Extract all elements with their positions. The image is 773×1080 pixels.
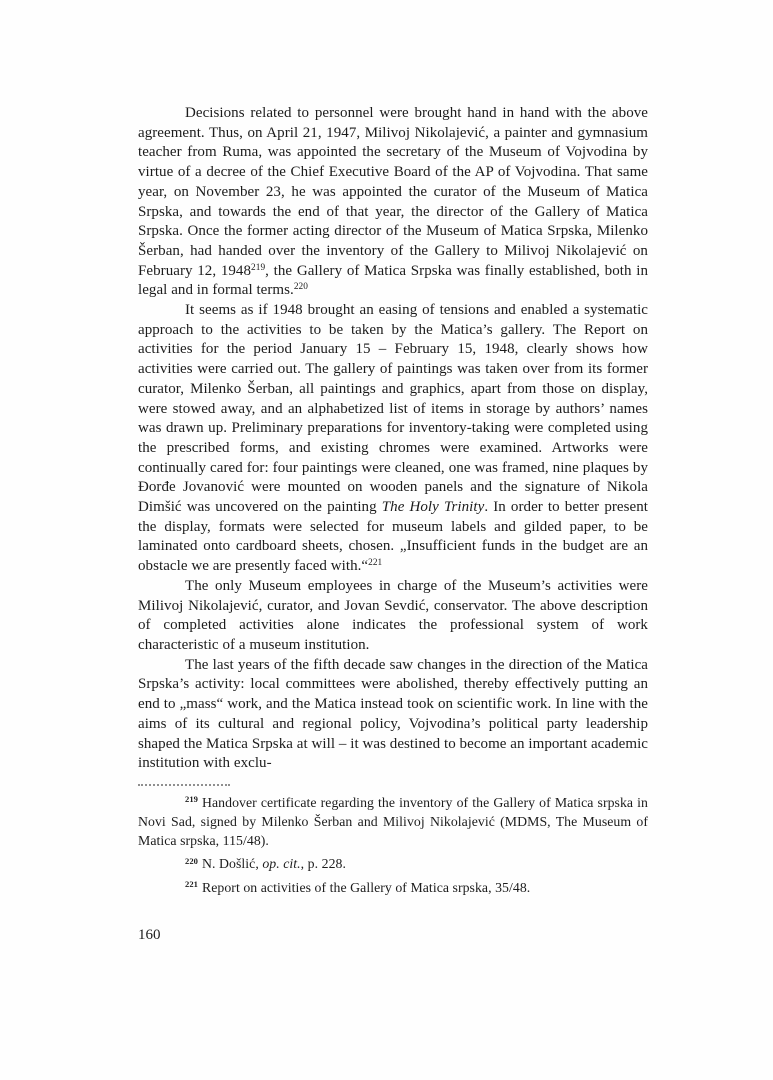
footnote-reference: 220 — [293, 282, 308, 293]
body-paragraph — [138, 301, 648, 577]
footnote-reference: 219 — [251, 262, 266, 273]
text-segment: It seems as if 1948 brought an easing of tensions and enabled a systematic approach to the activities to be taken by the Matica’s gallery. The Report on activities for the period January 15 – February 15, 1948, clearly shows how activities were carried out. The gallery of paintings was taken over from its former curator, Milenko Šerban, all paintings and graphics, apart from those on display, were stowed away, and an alphabetized list of items in storage by authors’ names was drawn up. Preliminary preparations for inventory-taking were completed using the prescribed forms, and existing chromes were examined. Artworks were continually cared for: four paintings were cleaned, one was framed, nine plaques by Đorđe Jovanović were mounted on wooden panels and the signature of Nikola Dimšić was uncovered on the painting — [138, 302, 648, 516]
text-segment: , the Gallery of Matica Srpska was finally established, both in legal and in formal terms. — [138, 262, 648, 299]
text-segment: Handover certificate regarding the inventory of the Gallery of Matica srpska in Novi Sad, signed by Milenko Šerban and Milivoj Nikolajević (MDMS, The Museum of Matica srpska, 115/48). — [138, 794, 648, 848]
text-block — [138, 104, 648, 901]
footnote-marker: 221 — [185, 879, 198, 890]
text-segment: Decisions related to personnel were brought hand in hand with the above agreement. Thus, on April 21, 1947, Milivoj Nikolajević, a painter and gymnasium teacher from Ruma, was appointed the secretary of the Museum of Vojvodina by virtue of a decree of the Chief Executive Board of the AP of Vojvodina. That same year, on November 23, he was appointed the curator of the Museum of Matica Srpska, and towards the end of that year, the director of the Gallery of Matica Srpska. Once the former acting director of the Museum of Matica Srpska, Milenko Šerban, had handed over the inventory of the Gallery to Milivoj Nikolajević on February 12, 1948 — [138, 105, 648, 279]
page-number: 160 — [138, 927, 161, 943]
text-segment: op. cit. — [262, 856, 301, 872]
footnote-reference: 221 — [368, 558, 383, 569]
body-paragraph — [138, 577, 648, 656]
body-paragraph — [138, 656, 648, 774]
footnote-marker: 220 — [185, 855, 198, 866]
text-segment: . In order to better present the display, formats were selected for museum labels and gilded paper, to be laminated onto cardboard sheets, chosen. „Insufficient funds in the budget are an obstacle we are presently faced with.“ — [138, 499, 648, 575]
footnote — [138, 854, 648, 873]
text-segment: The last years of the fifth decade saw changes in the direction of the Matica Srpska’s activity: local committees were abolished, thereby effectively putting an end to „mass“ work, and the Matica instead took on scientific work. In line with the aims of its cultural and regional policy, Vojvodina’s political party leadership shaped the Matica Srpska at will – it was destined to become an important academic institution with exclu- — [138, 656, 648, 772]
footnote-marker: 219 — [185, 794, 198, 805]
text-segment: , p. 228. — [300, 856, 346, 872]
body-paragraph — [138, 104, 648, 301]
text-segment: The Holy Trinity — [381, 499, 485, 516]
footnote-separator — [138, 784, 230, 786]
body-text — [138, 104, 648, 774]
footnote — [138, 878, 648, 897]
text-segment: The only Museum employees in charge of the Museum’s activities were Milivoj Nikolajević, curator, and Jovan Sevdić, conservator. The above description of completed activities alone indicates the professional system of work characteristic of a museum institution. — [138, 577, 648, 653]
text-segment: N. Došlić, — [201, 856, 263, 872]
footnote — [138, 793, 648, 850]
footnotes — [138, 793, 648, 897]
text-segment: Report on activities of the Gallery of Matica srpska, 35/48. — [201, 879, 531, 895]
